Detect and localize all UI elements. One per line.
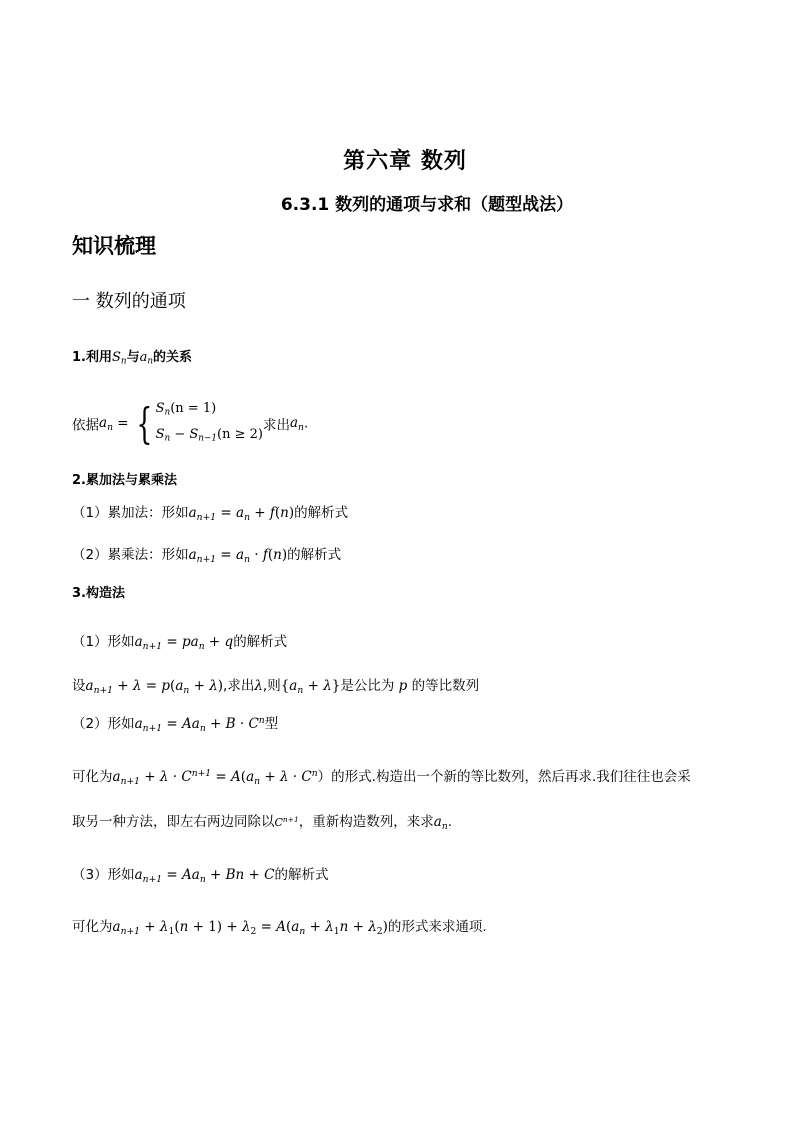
item3-p1b: 设$a_{n+1} + \lambda = p(a_n + \lambda)$,求出λ,则$\{a_n + \lambda\}$是公比为 p 的等比数列: [72, 678, 480, 696]
chapter-title: 第六章 数列: [343, 149, 467, 174]
section-subtitle: 6.3.1 数列的通项与求和（题型战法）: [280, 195, 574, 215]
part-title: 一 数列的通项: [72, 291, 186, 312]
item2-p1: （1）累加法：形如$a_{n+1} = a_n + f(n)$的解析式: [72, 505, 349, 523]
item3-p2c: 取另一种方法，即左右两边同除以$C^{n+1}$，重新构造数列，来求$a_n$.: [72, 814, 453, 832]
item3-p1: （1）形如$a_{n+1} = pa_n + q$的解析式: [72, 634, 288, 652]
piecewise-cases: $S_n(n = 1)$ $S_n - S_{n-1}(n \ge 2)$: [155, 401, 263, 444]
item3-heading: 3.构造法: [72, 586, 125, 601]
section-heading: 知识梳理: [72, 234, 156, 258]
item3-p3b: 可化为$a_{n+1} + \lambda_1(n + 1) + \lambda_2 = A(a_n + \lambda_1n + \lambda_2)$的形式来求通项.: [72, 919, 487, 937]
item1-formula-line: 依据$a_n$ = { $S_n(n = 1)$ $S_n - S_{n-1}(n \ge 2)$求出$a_n$.: [72, 398, 309, 448]
item3-p2b: 可化为$a_{n+1} + \lambda \cdot C^{n+1} = A(a_n + \lambda \cdot C^n)$的形式.构造出一个新的等比数列，然后再求.我们往往也会采: [72, 767, 691, 787]
item3-p2: （2）形如$a_{n+1} = Aa_n + B \cdot C^n$型: [72, 714, 279, 734]
item2-p2: （2）累乘法：形如$a_{n+1} = a_n \cdot f(n)$的解析式: [72, 547, 342, 565]
item1-heading: 1.利用$S_n$与$a_n$的关系: [72, 350, 193, 367]
item3-p3: （3）形如$a_{n+1} = Aa_n + Bn + C$的解析式: [72, 867, 329, 885]
item2-heading: 2.累加法与累乘法: [72, 473, 177, 488]
